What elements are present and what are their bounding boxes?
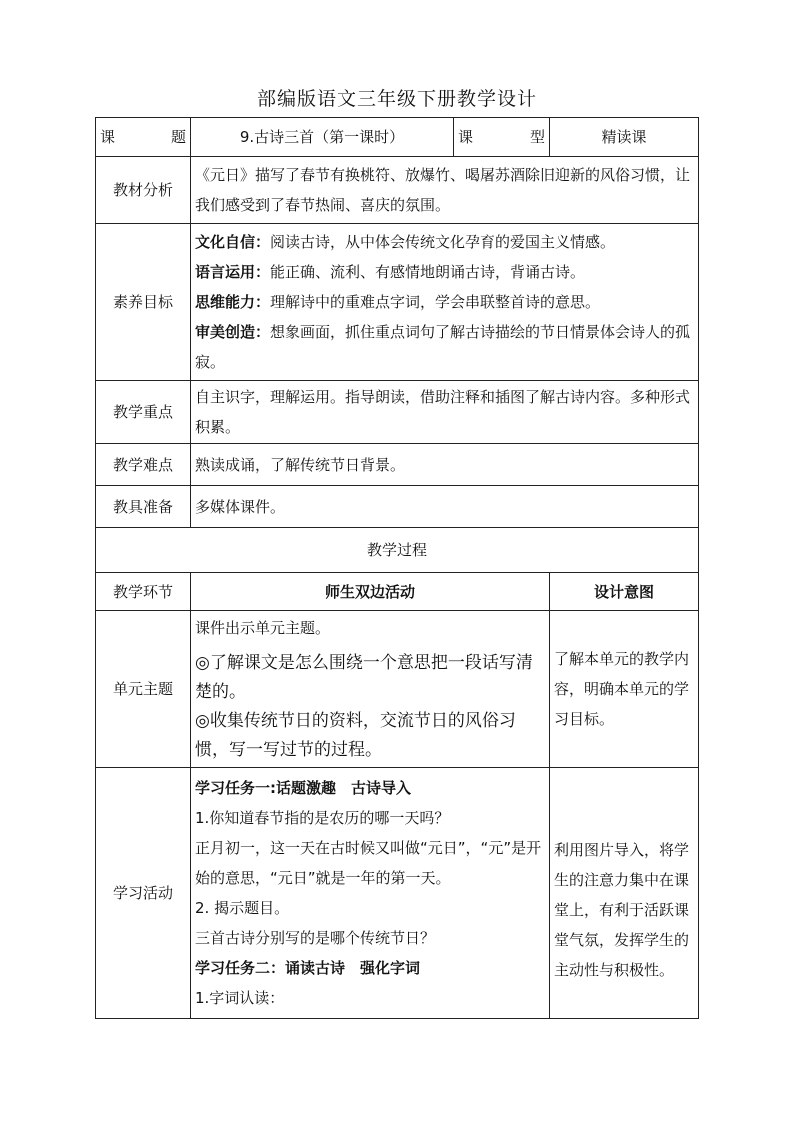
goal-head: 语言运用： (195, 263, 271, 281)
goal-head: 思维能力： (195, 293, 271, 311)
goal-aesthetic (195, 317, 694, 377)
goal-thinking (195, 287, 694, 317)
activity-line: 正月初一，这一天在古时候又叫做“元日”，“元”是开始的意思，“元日”就是一年的第一天。 (195, 839, 542, 887)
unit-point: ◎了解课文是怎么围绕一个意思把一段话写清楚的。 (195, 653, 533, 702)
activity-content (191, 768, 550, 1019)
difficulty-label: 教学难点 (96, 444, 191, 486)
tools-label: 教具准备 (96, 486, 191, 528)
process-col-intent: 设计意图 (550, 573, 699, 611)
activity-line: 1.字词认读： (195, 989, 285, 1007)
document-title: 部编版语文三年级下册教学设计 (256, 88, 537, 110)
difficulty-row (96, 444, 699, 486)
goal-text: 想象画面，抓住重点词句了解古诗描绘的节日情景体会诗人的孤寂。 (195, 323, 691, 371)
goal-text: 理解诗中的重难点字词，学会串联整首诗的意思。 (270, 293, 601, 311)
task-one-heading: 学习任务一:话题激趣 古诗导入 (195, 779, 412, 797)
topic-label: 课 题 (96, 118, 191, 157)
unit-theme-label: 单元主题 (96, 611, 191, 768)
activity-line: 三首古诗分别写的是哪个传统节日？ (195, 929, 436, 947)
topic-row (96, 118, 699, 157)
goal-head: 审美创造： (195, 323, 271, 341)
activity-line: 1.你知道春节指的是农历的哪一天吗？ (195, 809, 450, 827)
topic-value: 9.古诗三首（第一课时） (191, 118, 454, 157)
unit-point: ◎收集传统节日的资料，交流节日的风俗习惯，写一写过节的过程。 (195, 711, 516, 760)
activity-intent: 利用图片导入，将学生的注意力集中在课堂上，有利于活跃课堂气氛，发挥学生的主动性与积极性。 (550, 768, 699, 1019)
key-points-row (96, 381, 699, 444)
process-title: 教学过程 (96, 528, 699, 573)
goal-head: 文化自信： (195, 233, 271, 251)
tools-row (96, 486, 699, 528)
unit-points (195, 649, 545, 765)
process-header-row (96, 573, 699, 611)
activity-line: 2. 揭示题目。 (195, 899, 290, 917)
unit-theme-row (96, 611, 699, 768)
activity-label: 学习活动 (96, 768, 191, 1019)
goal-culture (195, 227, 694, 257)
activity-row (96, 768, 699, 1019)
process-col-stage: 教学环节 (96, 573, 191, 611)
difficulty-text: 熟读成诵，了解传统节日背景。 (191, 444, 699, 486)
goals-label: 素养目标 (96, 224, 191, 381)
key-points-label: 教学重点 (96, 381, 191, 444)
key-points-text: 自主识字，理解运用。指导朗读，借助注释和插图了解古诗内容。多种形式积累。 (191, 381, 699, 444)
tools-text: 多媒体课件。 (191, 486, 699, 528)
unit-theme-intent: 了解本单元的教学内容，明确本单元的学习目标。 (550, 611, 699, 768)
process-col-activity: 师生双边活动 (191, 573, 550, 611)
goal-language (195, 257, 694, 287)
analysis-text: 《元日》描写了春节有换桃符、放爆竹、喝屠苏酒除旧迎新的风俗习惯，让我们感受到了春节热闹、喜庆的氛围。 (191, 157, 699, 224)
goals-cell (191, 224, 699, 381)
process-title-row (96, 528, 699, 573)
lesson-plan-table (95, 117, 699, 1019)
analysis-label: 教材分析 (96, 157, 191, 224)
goal-text: 阅读古诗，从中体会传统文化孕育的爱国主义情感。 (270, 233, 616, 251)
goals-row (96, 224, 699, 381)
type-value: 精读课 (550, 118, 699, 157)
unit-intro: 课件出示单元主题。 (195, 619, 331, 637)
unit-theme-content (191, 611, 550, 768)
goal-text: 能正确、流利、有感情地朗诵古诗，背诵古诗。 (270, 263, 586, 281)
type-label: 课 型 (454, 118, 550, 157)
analysis-row (96, 157, 699, 224)
task-two-heading: 学习任务二：诵读古诗 强化字词 (195, 959, 421, 977)
